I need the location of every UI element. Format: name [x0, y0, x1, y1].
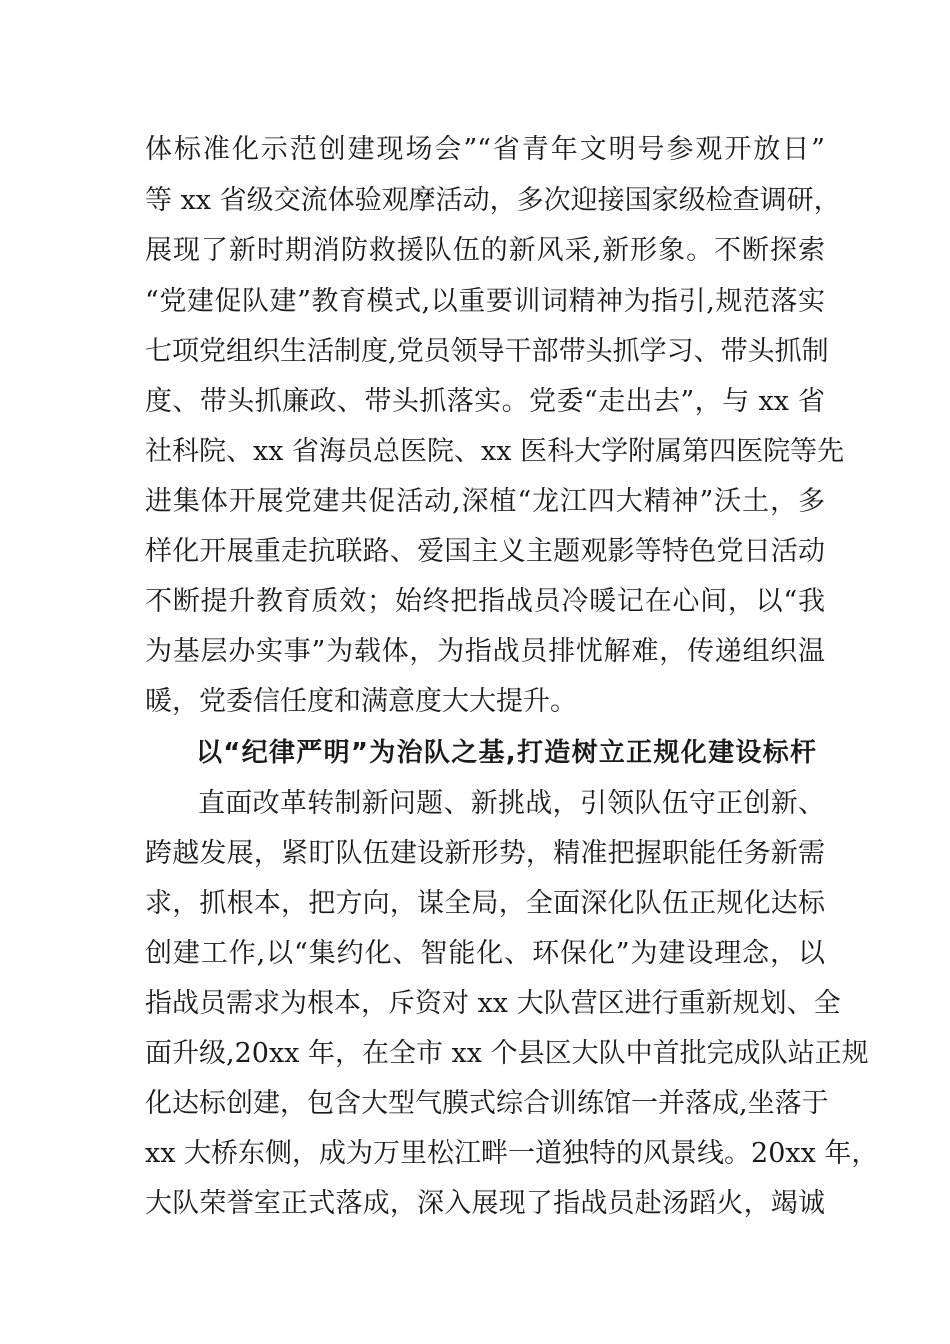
paragraph-1-line-2: 等 xx 省级交流体验观摩活动，多次迎接国家级检查调研，	[145, 185, 841, 216]
paragraph-2-line-7: 化达标创建，包含大型气膜式综合训练馆一并落成,坐落于	[145, 1088, 829, 1119]
paragraph-1-line-11: 为基层办实事”为载体，为指战员排忧解难，传递组织温	[145, 636, 825, 667]
paragraph-1-line-5: 七项党组织生活制度,党员领导干部带头抓学习、带头抓制	[145, 336, 829, 367]
paragraph-1-line-12: 暖，党委信任度和满意度大大提升。	[145, 686, 577, 717]
paragraph-2-line-4: 创建工作,以“集约化、智能化、环保化”为建设理念，以	[145, 938, 825, 969]
paragraph-2-line-9: 大队荣誉室正式落成，深入展现了指战员赴汤蹈火，竭诚	[145, 1188, 825, 1219]
paragraph-1-line-9: 样化开展重走抗联路、爱国主义主题观影等特色党日活动	[145, 536, 825, 567]
paragraph-2-line-2: 跨越发展，紧盯队伍建设新形势，精准把握职能任务新需	[145, 838, 825, 869]
paragraph-1-line-1: 体标准化示范创建现场会”“省青年文明号参观开放日”	[145, 134, 825, 165]
section-heading: 以“纪律严明”为治队之基,打造树立正规化建设标杆	[196, 738, 816, 768]
paragraph-2-line-8: xx 大桥东侧，成为万里松江畔一道独特的风景线。20xx 年，	[145, 1138, 879, 1169]
paragraph-2-line-3: 求，抓根本，把方向，谋全局，全面深化队伍正规化达标	[145, 888, 825, 919]
paragraph-1-line-4: “党建促队建”教育模式,以重要训词精神为指引,规范落实	[145, 286, 825, 317]
paragraph-1-line-6: 度、带头抓廉政、带头抓落实。党委“走出去”，与 xx 省	[145, 386, 825, 417]
paragraph-1-line-7: 社科院、xx 省海员总医院、xx 医科大学附属第四医院等先	[145, 436, 845, 467]
paragraph-1-line-3: 展现了新时期消防救援队伍的新风采,新形象。不断探索	[145, 235, 825, 266]
paragraph-2-line-1: 直面改革转制新问题、新挑战，引领队伍守正创新、	[198, 788, 825, 819]
paragraph-2-line-6: 面升级,20xx 年，在全市 xx 个县区大队中首批完成队站正规	[145, 1038, 869, 1069]
paragraph-1-line-8: 进集体开展党建共促活动,深植“龙江四大精神”沃土，多	[145, 486, 825, 517]
paragraph-1-line-10: 不断提升教育质效；始终把指战员冷暖记在心间，以“我	[145, 586, 825, 617]
paragraph-2-line-5: 指战员需求为根本，斥资对 xx 大队营区进行重新规划、全	[145, 988, 841, 1019]
